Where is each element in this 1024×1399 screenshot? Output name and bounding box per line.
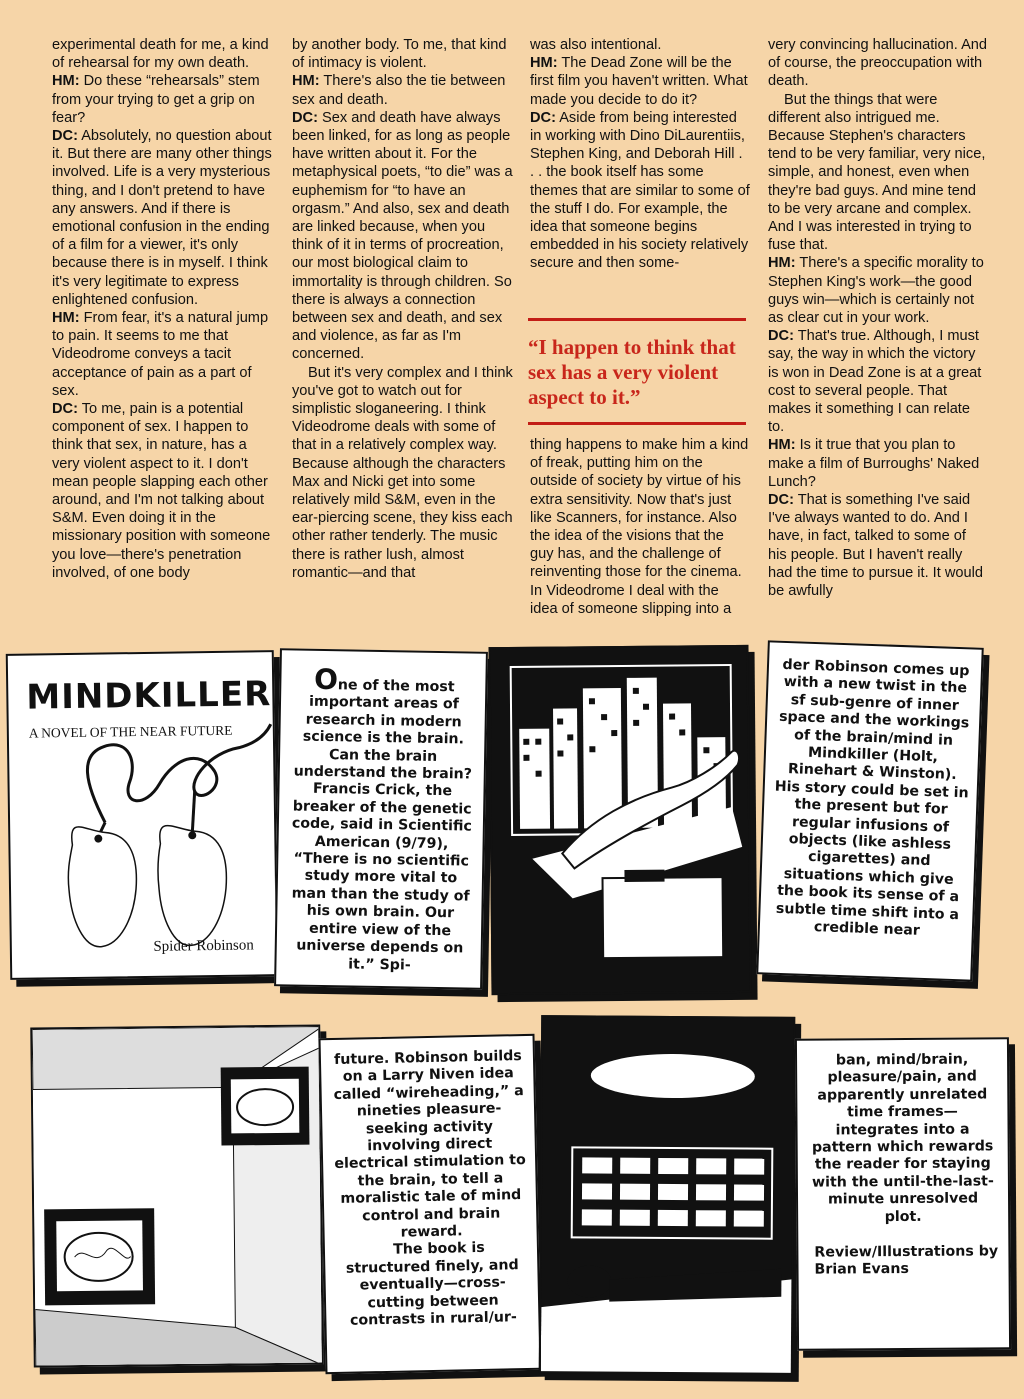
review-panel-3 [319, 1034, 542, 1374]
book-author: Spider Robinson [153, 937, 254, 955]
interview-paragraph [292, 72, 514, 108]
paragraph-text: Do these “rehearsals” stem from your trying to get a grip on fear? [52, 73, 260, 126]
paragraph-text: That's true. Although, I must say, the way in which the victory is won in Dead Zone is at a great cost to several people. That makes it something I can relate to. [768, 328, 982, 436]
interview-column-4 [768, 36, 988, 600]
patient-under-lamp-illustration [541, 1017, 796, 1375]
interview-paragraph [768, 254, 988, 327]
brain-screens-illustration [32, 1026, 324, 1367]
review-text-3: future. Robinson builds on a Larry Niven idea called “wireheading,” a nineties pleasure-seeking activity involving direct electrical stimulation to the brain, to tell a moralistic tale of mind control and brain reward. [333, 1048, 526, 1241]
book-cover-panel [6, 650, 279, 980]
review-dropcap: O [313, 662, 339, 697]
review-panel-4 [795, 1037, 1011, 1350]
paragraph-text: From fear, it's a natural jump to pain. It seems to me that Videodrome conveys a tacit acceptance of pain as a part of sex. [52, 310, 269, 399]
review-text-4: ban, mind/brain, pleasure/pain, and apparently unrelated time frames—integrates into a pattern which rewards the reader for staying with the until-the-last-minute unresolved plot. [811, 1051, 994, 1225]
speaker-label: HM: [768, 437, 796, 454]
interview-paragraph [768, 491, 988, 600]
paragraph-text: There's also the tie between sex and death. [292, 73, 506, 108]
interview-paragraph [52, 127, 274, 309]
paragraph-text: was also intentional. [530, 37, 662, 53]
interview-paragraph [292, 364, 514, 582]
paragraph-text: Is it true that you plan to make a film of Burroughs' Naked Lunch? [768, 437, 980, 490]
interview-paragraph [768, 327, 988, 436]
review-paragraph-1 [288, 662, 475, 975]
interview-paragraph [52, 36, 274, 72]
interview-paragraph [530, 109, 750, 273]
illustration-city-panel [488, 645, 751, 995]
paragraph-text: The Dead Zone will be the first film you haven't written. What made you decide to do it? [530, 55, 748, 108]
interview-paragraph [530, 36, 750, 54]
review-text-3b: The book is structured finely, and eventually—cross-cutting between contrasts in rural/ur- [345, 1240, 519, 1329]
book-title: MINDKILLER [26, 674, 272, 718]
paragraph-text: very convincing hallucination. And of course, the preoccupation with death. [768, 37, 988, 90]
review-text-2: der Robinson comes up with a new twist in the sf sub-genre of inner space and the workings of the brain/mind in Mindkiller (Holt, Rinehart & Winston). His story could be set in the present but for regular infusions of objects (like ashless cigarettes) and situations which give the book its sense of a subtle time shift into a credible near [774, 656, 970, 939]
speaker-label: DC: [768, 492, 794, 509]
speaker-label: HM: [52, 73, 80, 90]
speaker-label: DC: [768, 328, 794, 345]
interview-paragraph [292, 109, 514, 364]
interview-paragraph [292, 36, 514, 72]
speaker-label: HM: [52, 310, 80, 327]
paragraph-text: That is something I've said I've always wanted to do. And I have, in fact, talked to some of his people. But I haven't really had the time to pursue it. It would be awfully [768, 492, 983, 600]
interview-paragraph [530, 54, 750, 109]
paragraph-text: Sex and death have always been linked, for as long as people have written about it. For the metaphysical poets, “to die” was a euphemism for “to have an orgasm.” And also, sex and death are linked because, when you think of it in terms of procreation, our most biological claim to immortality is through children. So there is always a connection between sex and death, and sex and violence, as far as I'm concerned. [292, 109, 513, 363]
pull-quote [528, 318, 746, 425]
interview-column-2 [292, 36, 514, 582]
illustration-lab-panel [539, 1015, 795, 1375]
review-text-1: ne of the most important areas of research in modern science is the brain. Can the brain understand the brain? Francis Crick, the breaker of the genetic code, said in Scientific American (9/79), “There is no scientific study more vital to man than the study of his own brain. Our entire view of the universe depends on it.” Spi- [291, 677, 473, 974]
interview-paragraph [52, 400, 274, 582]
interview-column-3-bottom [530, 436, 750, 618]
speaker-label: DC: [52, 128, 78, 145]
review-panel-1 [274, 648, 488, 990]
paragraph-text: experimental death for me, a kind of rehearsal for my own death. [52, 37, 269, 72]
paragraph-text: Absolutely, no question about it. But there are many other things involved. Life is a very mysterious thing, and I don't pretend to have any answers. And if there is emotional confusion in the ending of a film for a viewer, it's only because there is in myself. I think it's very legitimate to express enlightened confusion. [52, 128, 272, 308]
interview-column-3-top [530, 36, 750, 273]
paragraph-text: But it's very complex and I think you've got to watch out for simplistic sloganeering. I think Videodrome deals with some of that in a relatively complex way. Because although the characters Max and Nicki get into some relatively mild S&M, even in the ear-piercing scene, they kiss each other rather tenderly. The music there is rather lush, almost romantic—and that [292, 364, 513, 581]
pull-quote-text: “I happen to think that sex has a very violent aspect to it.” [528, 335, 736, 409]
speaker-label: DC: [292, 109, 318, 126]
review-credit: Review/Illustrations by Brian Evans [814, 1243, 999, 1279]
speaker-label: DC: [530, 109, 556, 126]
book-subtitle: A NOVEL OF THE NEAR FUTURE [28, 722, 233, 741]
paragraph-text: thing happens to make him a kind of freak, putting him on the outside of society by virtue of his extra sensitivity. Now that's just like Scanners, for instance. Also the idea of the visions that the guy has, and the challenge of reinventing those for the cinema. In Videodrome I deal with the idea of someone slipping into a [530, 437, 749, 617]
interview-paragraph [768, 91, 988, 255]
reclining-figure-illustration [491, 647, 752, 995]
interview-paragraph [768, 436, 988, 491]
paragraph-text: There's a specific morality to Stephen King's work—the good guys win—which is certainly not as clear cut in your work. [768, 255, 984, 327]
interview-paragraph [52, 309, 274, 400]
speaker-label: HM: [530, 55, 558, 72]
speaker-label: HM: [768, 255, 796, 272]
review-panel-2 [756, 640, 984, 981]
speaker-label: HM: [292, 73, 320, 90]
twin-heads-illustration [8, 652, 278, 980]
paragraph-text: Aside from being interested in working with Dino DiLaurentiis, Stephen King, and Deborah Hill . . . the book itself has some themes that are similar to some of the stuff I do. For example, the idea that someone begins embedded in his society relatively secure and then some- [530, 109, 750, 272]
speaker-label: DC: [52, 401, 78, 418]
interview-paragraph [768, 36, 988, 91]
interview-paragraph [530, 436, 750, 618]
interview-paragraph [52, 72, 274, 127]
interview-column-1 [52, 36, 274, 582]
paragraph-text: by another body. To me, that kind of intimacy is violent. [292, 37, 507, 72]
paragraph-text: To me, pain is a potential component of sex. I happen to think that sex, in nature, has a very violent aspect to it. I don't mean people slapping each other around, and I'm not talking about S&M. Even doing it in the missionary position with someone you love—there's penetration involved, of one body [52, 401, 271, 581]
illustration-screens-panel [30, 1024, 324, 1367]
paragraph-text: But the things that were different also intrigued me. Because Stephen's characters tend to be very familiar, very nice, simple, and honest, even when they're bad guys. And mine tend to be very arcane and complex. And I was interested in trying to fuse that. [768, 91, 986, 254]
